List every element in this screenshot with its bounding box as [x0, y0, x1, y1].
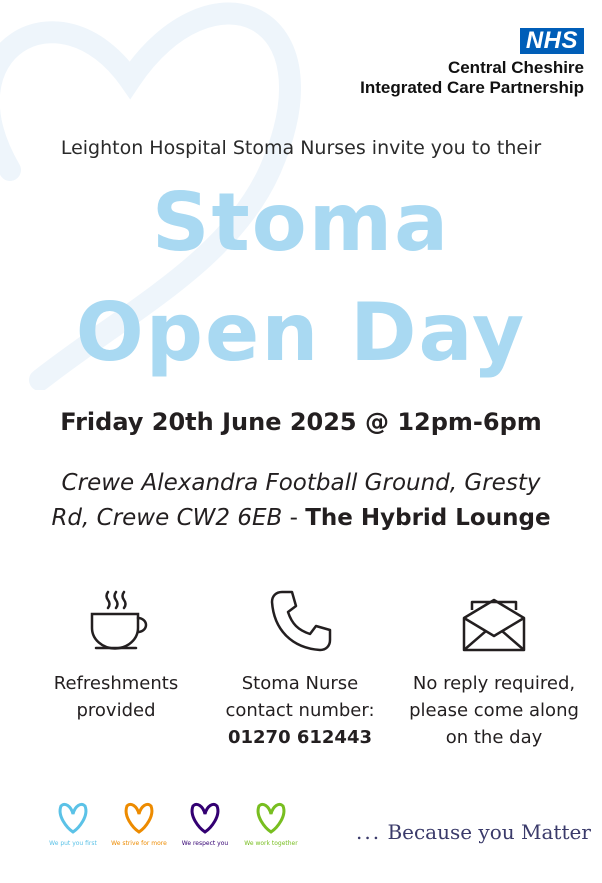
heart-icon — [121, 798, 157, 834]
contact-line1: Stoma Nurse — [241, 673, 359, 694]
tagline — [356, 820, 591, 844]
heart-icon — [187, 798, 223, 834]
org-name-line2: Integrated Care Partnership — [360, 78, 584, 97]
refreshments-info — [30, 670, 202, 724]
reply-info — [396, 670, 592, 751]
venue-line2 — [0, 501, 602, 536]
contact-phone-number: 01270 612443 — [227, 727, 373, 748]
envelope-icon — [460, 596, 528, 654]
nhs-logo: NHS — [520, 28, 584, 54]
event-date: Friday 20th June 2025 @ 12pm-6pm — [60, 408, 542, 436]
intro-text: Leighton Hospital Stoma Nurses invite you to their — [60, 137, 542, 159]
heart-icon — [253, 798, 289, 834]
value-caption: We put you first — [49, 840, 97, 847]
venue — [0, 466, 602, 536]
tagline-text: Because you Matter — [387, 820, 591, 844]
venue-line1: Crewe Alexandra Football Ground, Gresty — [61, 470, 541, 496]
venue-address: Rd, Crewe CW2 6EB — [51, 505, 283, 531]
venue-room: The Hybrid Lounge — [305, 505, 551, 531]
value-caption: We work together — [244, 840, 298, 847]
value-caption: We respect you — [181, 840, 229, 847]
refreshments-line2: provided — [76, 700, 156, 721]
contact-line2: contact number: — [225, 700, 375, 721]
teacup-icon — [86, 588, 156, 654]
reply-line3: on the day — [445, 727, 543, 748]
org-name-line1: Central Cheshire — [447, 58, 584, 77]
reply-line1: No reply required, — [412, 673, 576, 694]
reply-line2: please come along — [409, 700, 579, 721]
title-line2: Open Day — [75, 286, 527, 379]
value-work-together — [236, 798, 306, 848]
nhs-header — [360, 28, 584, 98]
value-strive-for-more — [104, 798, 174, 848]
value-respect-you — [170, 798, 240, 848]
value-put-you-first — [38, 798, 108, 848]
refreshments-line1: Refreshments — [53, 673, 179, 694]
value-caption: We strive for more — [111, 840, 167, 847]
contact-info — [205, 670, 395, 751]
title-line1: Stoma — [151, 176, 451, 269]
venue-separator: - — [282, 505, 306, 531]
phone-icon — [268, 588, 334, 654]
heart-icon — [55, 798, 91, 834]
tagline-dots: ... — [356, 820, 382, 844]
